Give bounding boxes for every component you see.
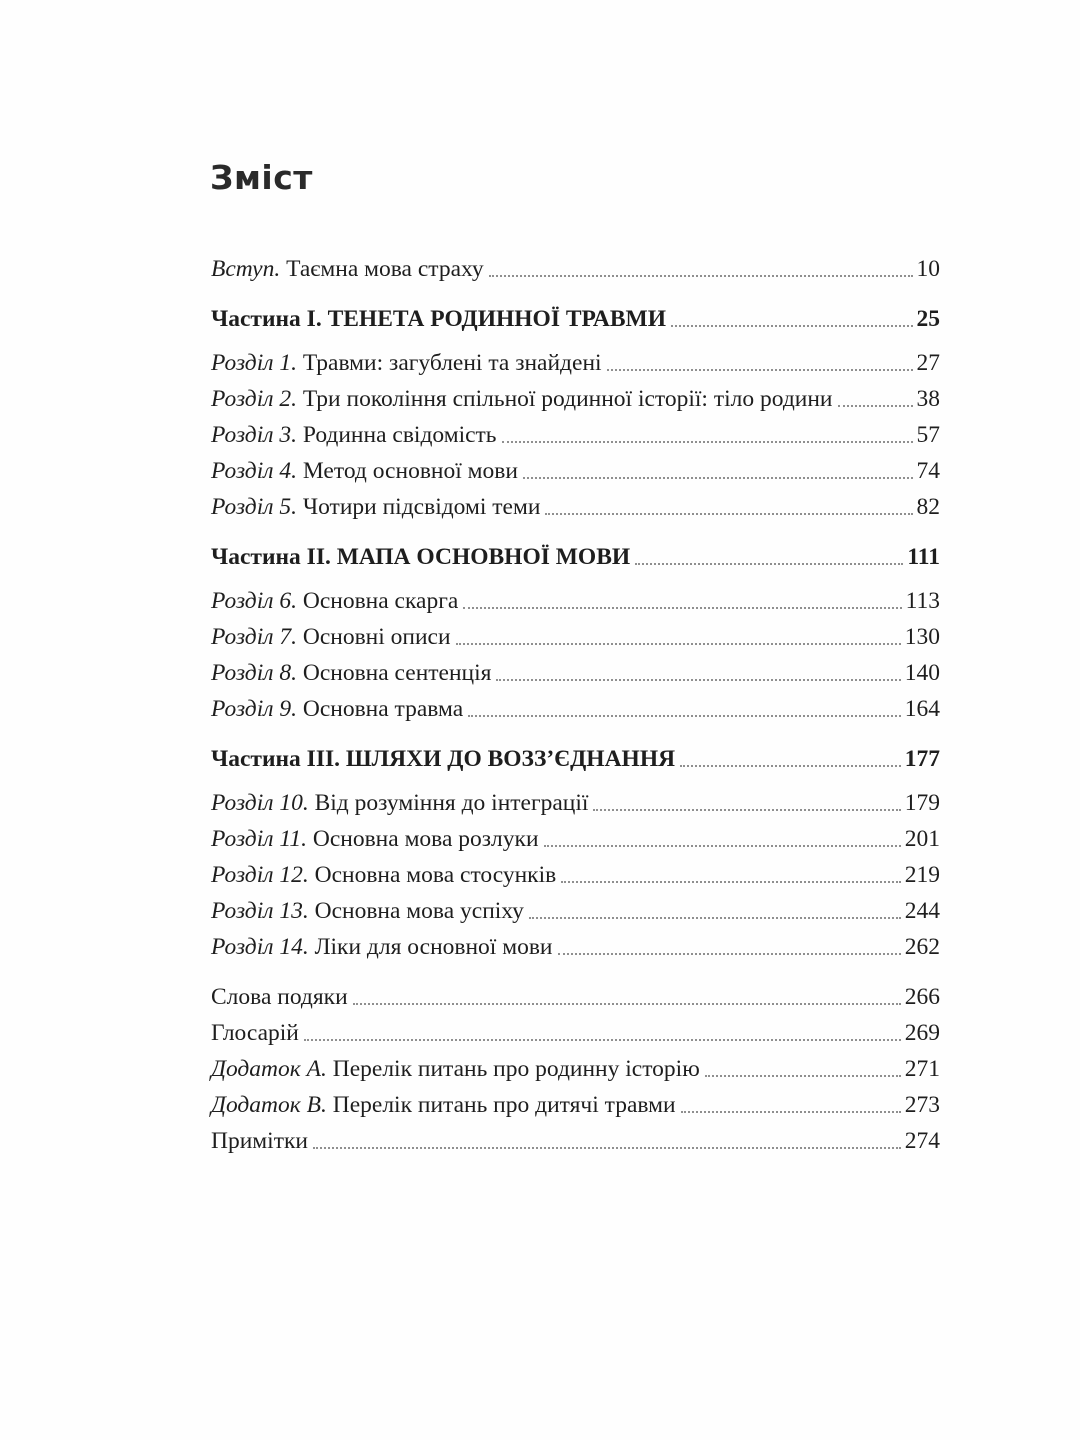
toc-entry-page-number: 164 bbox=[904, 696, 940, 722]
toc-entry-title: Основні описи bbox=[302, 624, 451, 650]
toc-entry-page-number: 27 bbox=[916, 350, 940, 376]
toc-entry-prefix: Додаток A. bbox=[211, 1056, 333, 1082]
toc-entry-label bbox=[211, 256, 484, 283]
toc-entry-title: Метод основної мови bbox=[302, 458, 518, 484]
toc-entry-title: Основна сентенція bbox=[302, 660, 492, 686]
toc-entry-prefix: Розділ 2. bbox=[211, 386, 303, 412]
toc-entry bbox=[211, 1128, 940, 1155]
toc-entry-label bbox=[211, 790, 588, 817]
toc-entry bbox=[211, 306, 940, 333]
toc-entry-label bbox=[211, 494, 540, 521]
toc-entry-prefix: Вступ. bbox=[211, 256, 287, 282]
toc-entry-title: Частина III. ШЛЯХИ ДО ВОЗЗ’ЄДНАННЯ bbox=[211, 746, 676, 772]
dot-leader bbox=[502, 441, 913, 443]
toc-entry bbox=[211, 660, 940, 687]
toc-entry-label bbox=[211, 544, 630, 571]
toc-entry-prefix: Розділ 3. bbox=[211, 422, 303, 448]
toc-entry-page-number: 57 bbox=[916, 422, 940, 448]
toc-entry-label bbox=[211, 306, 666, 333]
toc-entry-label bbox=[211, 458, 518, 485]
toc-entry bbox=[211, 624, 940, 651]
toc-entry bbox=[211, 494, 940, 521]
dot-leader bbox=[523, 477, 913, 479]
toc-entry-label bbox=[211, 1020, 299, 1047]
toc-entry-title: Частина II. МАПА ОСНОВНОЇ МОВИ bbox=[211, 544, 631, 570]
toc-entry bbox=[211, 934, 940, 961]
toc-entry-title: Основна скарга bbox=[302, 588, 459, 614]
toc-entry-page-number: 274 bbox=[904, 1128, 940, 1154]
toc-entry-page-number: 244 bbox=[904, 898, 940, 924]
dot-leader bbox=[313, 1147, 901, 1149]
toc-entry-title: Примітки bbox=[211, 1128, 308, 1154]
dot-leader bbox=[705, 1075, 901, 1077]
dot-leader bbox=[593, 809, 900, 811]
toc-entry-title: Таємна мова страху bbox=[286, 256, 484, 282]
dot-leader bbox=[635, 563, 903, 565]
toc-entry-label bbox=[211, 984, 348, 1011]
toc-entry-label bbox=[211, 746, 675, 773]
toc-entry-prefix: Розділ 11. bbox=[211, 826, 313, 852]
toc-entry-page-number: 177 bbox=[904, 746, 940, 772]
toc-entry bbox=[211, 458, 940, 485]
toc-entry-prefix: Розділ 5. bbox=[211, 494, 303, 520]
toc-entry-page-number: 273 bbox=[904, 1092, 940, 1118]
toc-entry bbox=[211, 898, 940, 925]
toc-entry bbox=[211, 1092, 940, 1119]
dot-leader bbox=[561, 881, 901, 883]
toc-entry-page-number: 111 bbox=[907, 544, 940, 570]
toc-entry-prefix: Розділ 1. bbox=[211, 350, 303, 376]
toc-entry bbox=[211, 696, 940, 723]
dot-leader bbox=[544, 845, 901, 847]
toc-entry-title: Глосарій bbox=[211, 1020, 299, 1046]
toc-entry-prefix: Розділ 10. bbox=[211, 790, 315, 816]
toc-entry-page-number: 201 bbox=[904, 826, 940, 852]
toc-entry-title: Основна травма bbox=[302, 696, 464, 722]
toc-entry-title: Слова подяки bbox=[211, 984, 348, 1010]
toc-entry bbox=[211, 256, 940, 283]
dot-leader bbox=[607, 369, 913, 371]
toc-entry bbox=[211, 386, 940, 413]
toc-entry-page-number: 262 bbox=[904, 934, 940, 960]
toc-entry-title: Частина I. ТЕНЕТА РОДИННОЇ ТРАВМИ bbox=[211, 306, 666, 332]
toc-entry bbox=[211, 422, 940, 449]
toc-entry-title: Основна мова успіху bbox=[314, 898, 524, 924]
toc-entry-page-number: 25 bbox=[916, 306, 940, 332]
toc-entry-title: Перелік питань про родинну історію bbox=[332, 1056, 700, 1082]
toc-entry-page-number: 269 bbox=[904, 1020, 940, 1046]
toc-entry-prefix: Розділ 13. bbox=[211, 898, 315, 924]
dot-leader bbox=[680, 765, 901, 767]
toc-entry-prefix: Розділ 9. bbox=[211, 696, 303, 722]
toc-entry-label bbox=[211, 1128, 308, 1155]
dot-leader bbox=[463, 607, 901, 609]
toc-entry bbox=[211, 1020, 940, 1047]
toc-entry-prefix: Розділ 4. bbox=[211, 458, 303, 484]
toc-entry bbox=[211, 350, 940, 377]
toc-entry-title: Ліки для основної мови bbox=[314, 934, 553, 960]
toc-entry-prefix: Розділ 12. bbox=[211, 862, 315, 888]
toc-entry-prefix: Розділ 8. bbox=[211, 660, 303, 686]
dot-leader bbox=[496, 679, 900, 681]
toc-entry-label bbox=[211, 422, 497, 449]
toc-entry-label bbox=[211, 1092, 676, 1119]
toc-entry-title: Травми: загублені та знайдені bbox=[302, 350, 602, 376]
toc-entry-title: Від розуміння до інтеграції bbox=[314, 790, 589, 816]
toc-entry-label bbox=[211, 826, 539, 853]
dot-leader bbox=[489, 275, 913, 277]
toc-entry-page-number: 271 bbox=[904, 1056, 940, 1082]
toc-entry-label bbox=[211, 862, 556, 889]
toc-entry bbox=[211, 1056, 940, 1083]
toc-entry-label bbox=[211, 934, 553, 961]
toc-entry-page-number: 140 bbox=[904, 660, 940, 686]
dot-leader bbox=[529, 917, 901, 919]
dot-leader bbox=[681, 1111, 901, 1113]
dot-leader bbox=[558, 953, 901, 955]
toc-entry-page-number: 130 bbox=[904, 624, 940, 650]
toc-entry-title: Основна мова стосунків bbox=[314, 862, 557, 888]
dot-leader bbox=[456, 643, 901, 645]
toc-entry-page-number: 74 bbox=[916, 458, 940, 484]
toc-entry-label bbox=[211, 350, 602, 377]
toc-entry-label bbox=[211, 588, 458, 615]
toc-entry-page-number: 82 bbox=[916, 494, 940, 520]
toc-entry-title: Чотири підсвідомі теми bbox=[302, 494, 541, 520]
toc-entry-prefix: Розділ 7. bbox=[211, 624, 303, 650]
toc-entry-title: Три покоління спільної родинної історії: тіло родини bbox=[302, 386, 833, 412]
toc-entry-page-number: 266 bbox=[904, 984, 940, 1010]
toc-entry bbox=[211, 826, 940, 853]
toc-entry-label bbox=[211, 696, 463, 723]
toc-entry-page-number: 179 bbox=[904, 790, 940, 816]
toc-entry bbox=[211, 588, 940, 615]
toc-entry-prefix: Додаток B. bbox=[211, 1092, 333, 1118]
toc-entry-label bbox=[211, 660, 491, 687]
toc-entry-title: Родинна свідомість bbox=[302, 422, 497, 448]
toc-entry-page-number: 113 bbox=[905, 588, 940, 614]
toc-entry-title: Перелік питань про дитячі травми bbox=[332, 1092, 676, 1118]
dot-leader bbox=[353, 1003, 901, 1005]
dot-leader bbox=[671, 325, 913, 327]
toc-entry bbox=[211, 790, 940, 817]
toc-entry-prefix: Розділ 14. bbox=[211, 934, 315, 960]
dot-leader bbox=[838, 405, 913, 407]
table-of-contents bbox=[211, 256, 940, 1164]
toc-entry-page-number: 219 bbox=[904, 862, 940, 888]
dot-leader bbox=[304, 1039, 901, 1041]
toc-entry-label bbox=[211, 898, 524, 925]
toc-entry-label bbox=[211, 624, 451, 651]
toc-entry-page-number: 38 bbox=[916, 386, 940, 412]
dot-leader bbox=[545, 513, 912, 515]
toc-entry-label bbox=[211, 386, 833, 413]
toc-entry bbox=[211, 862, 940, 889]
toc-entry-prefix: Розділ 6. bbox=[211, 588, 303, 614]
toc-entry-title: Основна мова розлуки bbox=[312, 826, 539, 852]
toc-entry bbox=[211, 984, 940, 1011]
page-title: Зміст bbox=[210, 158, 313, 197]
dot-leader bbox=[468, 715, 901, 717]
toc-entry-page-number: 10 bbox=[916, 256, 940, 282]
toc-entry-label bbox=[211, 1056, 700, 1083]
toc-entry bbox=[211, 544, 940, 571]
toc-entry bbox=[211, 746, 940, 773]
